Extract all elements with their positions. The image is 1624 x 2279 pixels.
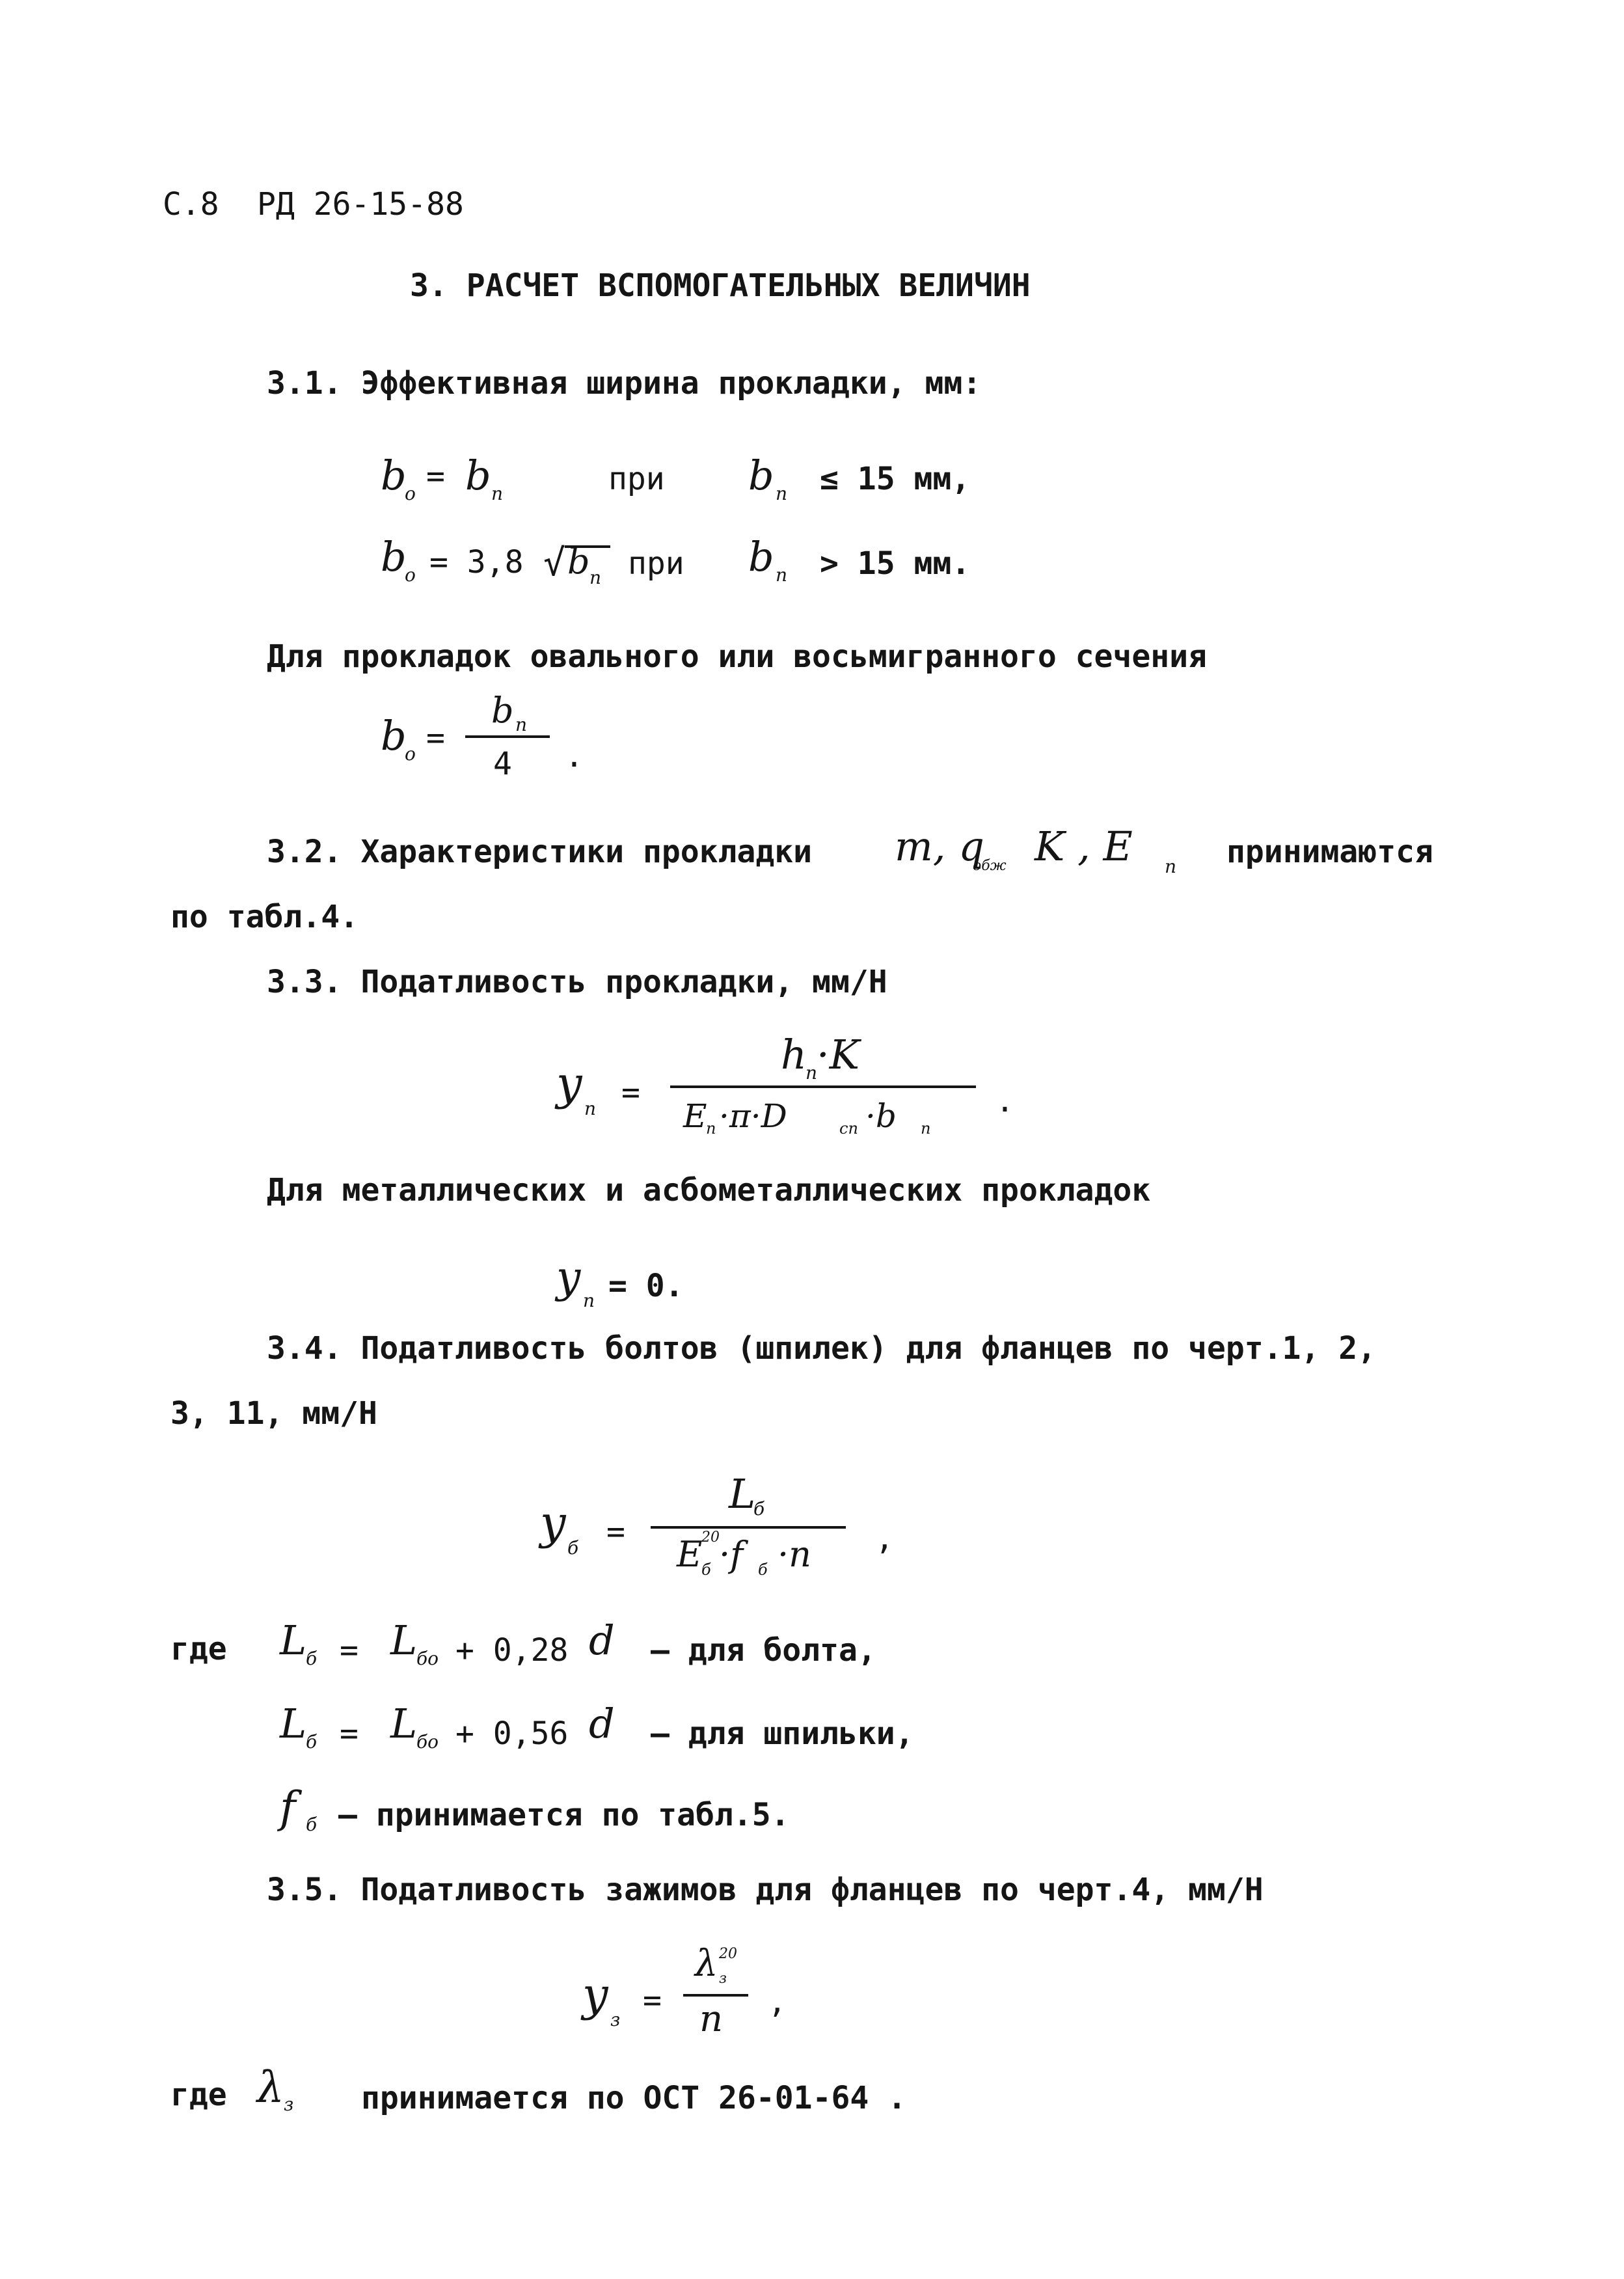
paragraph-3-3-note: Для металлических и асбометаллических прокладок	[267, 1172, 1151, 1208]
paragraph-3-4-line2: 3, 11, мм/Н	[170, 1395, 377, 1432]
section-title: 3. РАСЧЕТ ВСПОМОГАТЕЛЬНЫХ ВЕЛИЧИН	[410, 267, 1031, 304]
paragraph-3-5-title: 3.5. Податливость зажимов для фланцев по черт.4, мм/Н	[267, 1872, 1264, 1908]
document-code: РД 26-15-88	[257, 186, 464, 223]
paragraph-3-4-line1: 3.4. Податливость болтов (шпилек) для фланцев по черт.1, 2,	[267, 1330, 1377, 1367]
paragraph-3-1-note: Для прокладок овального или восьмигранного сечения	[267, 638, 1207, 675]
paragraph-3-1-title: 3.1. Эффективная ширина прокладки, мм:	[267, 365, 982, 402]
paragraph-3-3-title: 3.3. Податливость прокладки, мм/Н	[267, 964, 887, 1000]
page-number: С.8	[163, 186, 219, 223]
